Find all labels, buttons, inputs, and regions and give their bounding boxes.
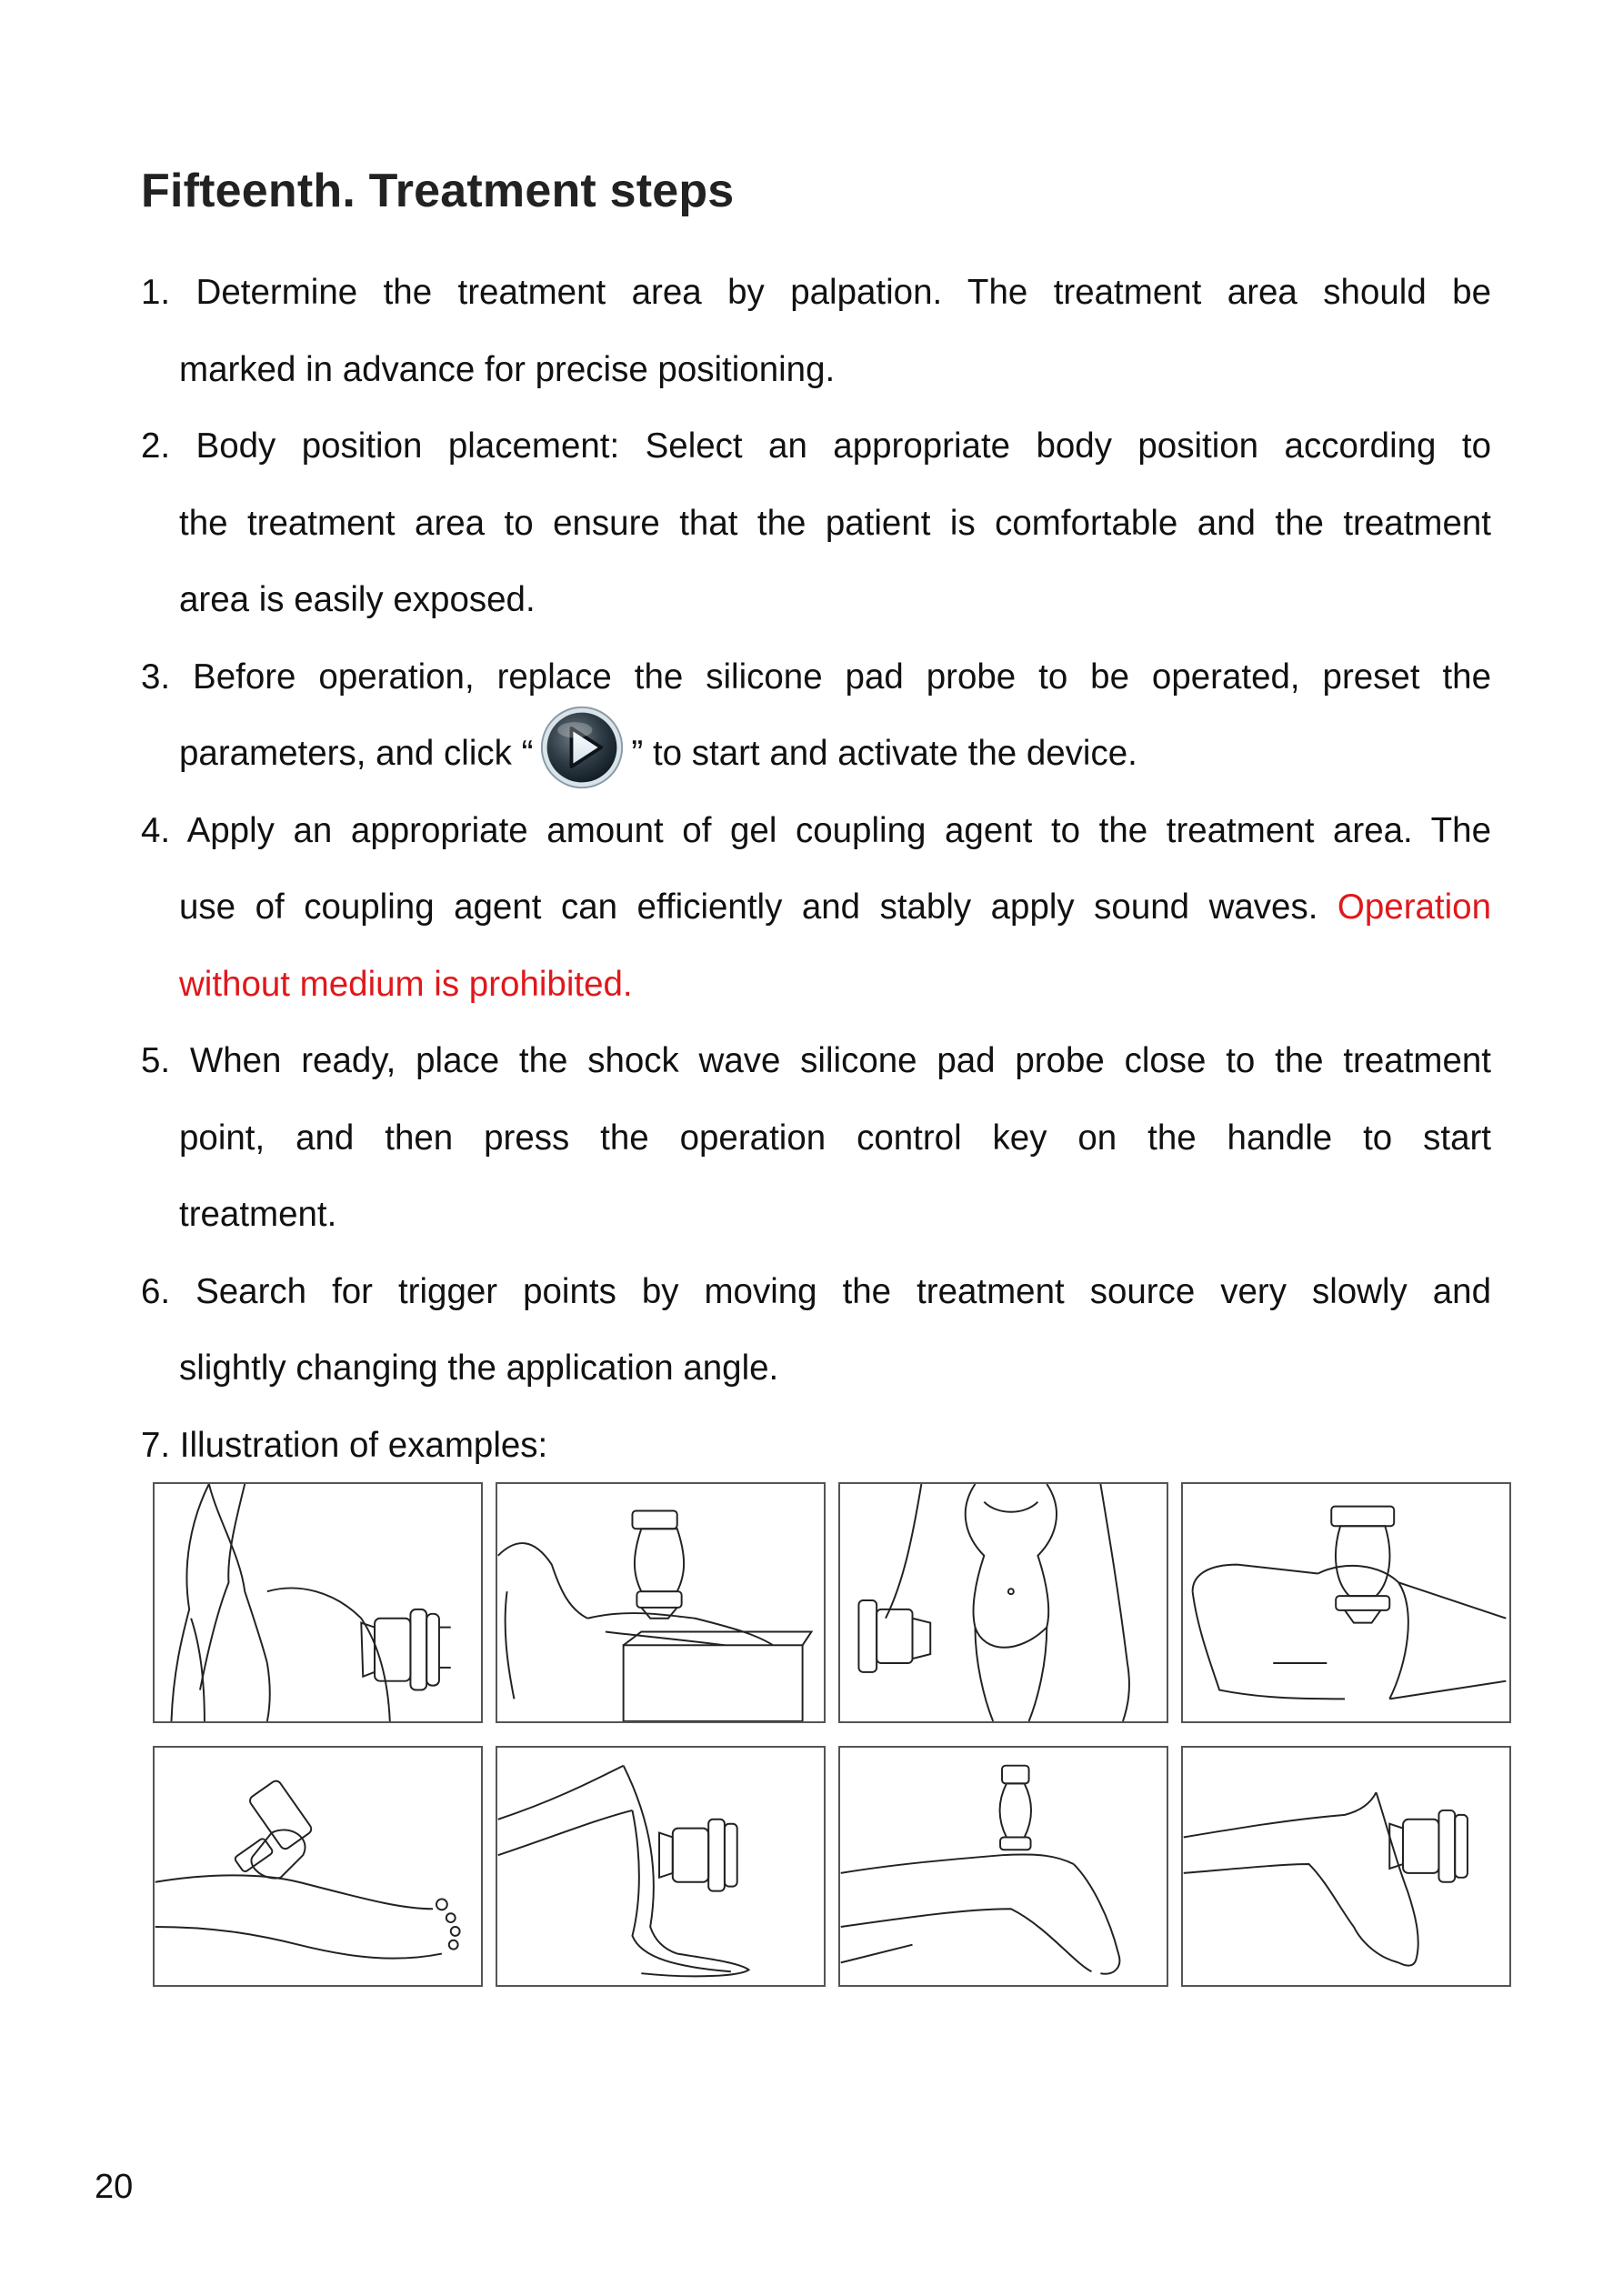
step-7-line-1: 7. Illustration of examples: xyxy=(141,1425,548,1465)
illustration-thigh-prone xyxy=(153,1746,483,1987)
step-4-line-2 xyxy=(141,869,1491,947)
step-5-line-2: point, and then press the operation control key on the handle to start xyxy=(179,1118,1491,1158)
step-3-line-1: 3. Before operation, replace the silicone pad probe to be operated, preset the xyxy=(141,657,1491,697)
page-title: Fifteenth. Treatment steps xyxy=(141,165,735,217)
step-1-line-2: marked in advance for precise positioning. xyxy=(179,349,836,389)
step-4 xyxy=(141,793,1491,1024)
step-6 xyxy=(141,1254,1491,1408)
step-2-line-3: area is easily exposed. xyxy=(179,580,536,619)
step-1 xyxy=(141,255,1491,408)
step-2-line-2: the treatment area to ensure that the patient is comfortable and the treatment xyxy=(179,503,1491,543)
treatment-steps-list xyxy=(141,255,1491,1484)
step-4-warning-end: without medium is prohibited. xyxy=(179,964,633,1004)
illustration-shoulder-arm-rest xyxy=(496,1482,826,1723)
step-7 xyxy=(141,1408,1491,1485)
step-4-line-1: 4. Apply an appropriate amount of gel coupling agent to the treatment area. The xyxy=(141,810,1491,850)
step-5-line-1: 5. When ready, place the shock wave silicone pad probe close to the treatment xyxy=(141,1041,1491,1080)
step-2-line-1: 2. Body position placement: Select an appropriate body position according to xyxy=(141,426,1491,466)
step-4-warning-start: Operation xyxy=(1337,887,1491,927)
illustration-shin-side xyxy=(496,1746,826,1987)
step-3 xyxy=(141,639,1491,793)
step-3-line-2 xyxy=(141,716,1491,793)
step-6-line-2: slightly changing the application angle. xyxy=(179,1349,779,1388)
illustration-lower-back-prone xyxy=(1181,1482,1511,1723)
step-6-line-1: 6. Search for trigger points by moving the treatment source very slowly and xyxy=(141,1271,1491,1311)
page-number: 20 xyxy=(95,2168,134,2206)
step-5-line-3: treatment. xyxy=(179,1195,337,1234)
illustration-knee-back xyxy=(838,1746,1168,1987)
step-3-text-after-icon: ” to start and activate the device. xyxy=(631,734,1137,773)
illustration-heel-achilles xyxy=(1181,1746,1511,1987)
step-3-text-before-icon: parameters, and click “ xyxy=(179,734,534,773)
step-5 xyxy=(141,1023,1491,1254)
step-4-line-2-text: use of coupling agent can efficiently and stably apply sound waves. xyxy=(179,887,1337,927)
illustration-hip-front xyxy=(838,1482,1168,1723)
illustration-shoulder-back xyxy=(153,1482,483,1723)
step-1-line-1: 1. Determine the treatment area by palpation. The treatment area should be xyxy=(141,273,1491,312)
play-icon xyxy=(538,704,626,791)
step-2 xyxy=(141,408,1491,639)
